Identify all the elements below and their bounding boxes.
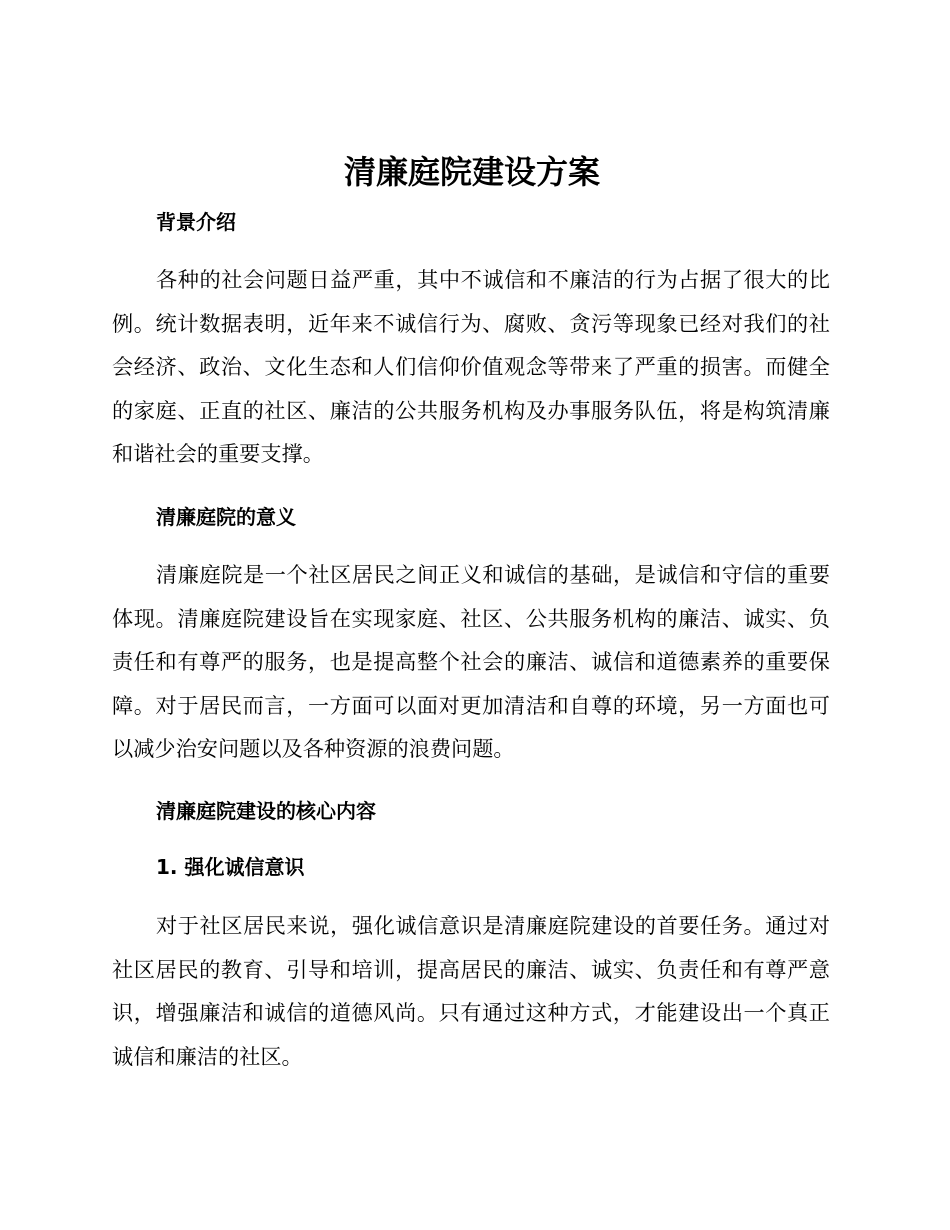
section-heading-significance: 清廉庭院的意义 xyxy=(156,505,296,529)
section-heading-background: 背景介绍 xyxy=(156,210,236,234)
section-heading-integrity-awareness: 1. 强化诚信意识 xyxy=(156,855,305,879)
section-paragraph-significance: 清廉庭院是一个社区居民之间正义和诚信的基础，是诚信和守信的重要体现。清廉庭院建设旨在实现家庭、社区、公共服务机构的廉洁、诚实、负责任和有尊严的服务，也是提高整个社会的廉洁、诚信和道德素养的重要保障。对于居民而言，一方面可以面对更加清洁和自尊的环境，另一方面也可以减少治安问题以及各种资源的浪费问题。 xyxy=(112,562,830,761)
section-paragraph-background: 各种的社会问题日益严重，其中不诚信和不廉洁的行为占据了很大的比例。统计数据表明，近年来不诚信行为、腐败、贪污等现象已经对我们的社会经济、政治、文化生态和人们信仰价值观念等带来了严重的损害。而健全的家庭、正直的社区、廉洁的公共服务机构及办事服务队伍，将是构筑清廉和谐社会的重要支撑。 xyxy=(112,267,830,466)
section-heading-core-content: 清廉庭院建设的核心内容 xyxy=(156,799,376,823)
document-title: 清廉庭院建设方案 xyxy=(343,153,600,191)
section-paragraph-integrity-awareness: 对于社区居民来说，强化诚信意识是清廉庭院建设的首要任务。通过对社区居民的教育、引导和培训，提高居民的廉洁、诚实、负责任和有尊严意识，增强廉洁和诚信的道德风尚。只有通过这种方式，才能建设出一个真正诚信和廉洁的社区。 xyxy=(112,913,830,1069)
